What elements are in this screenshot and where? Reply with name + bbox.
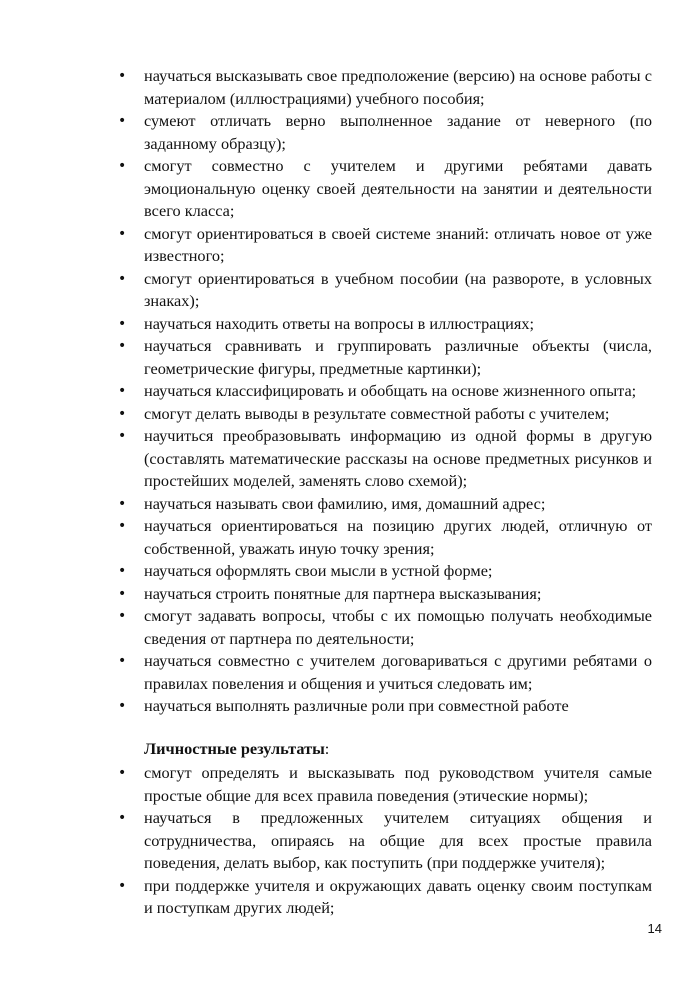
list-item-text: смогут совместно с учителем и другими ребятами давать эмоциональную оценку своей деятельности на занятии и деятельности всего класса; <box>144 156 652 220</box>
list-item <box>114 650 652 695</box>
bullet-icon: • <box>118 405 127 422</box>
bullet-icon: • <box>118 68 127 84</box>
list-item <box>114 425 652 493</box>
list-item <box>114 875 652 920</box>
list-item-text: научаться называть свои фамилию, имя, домашний адрес; <box>144 493 546 513</box>
list-item <box>114 65 652 110</box>
list-item <box>114 223 652 268</box>
list-item <box>114 807 652 875</box>
list-item-text: научаться оформлять свои мысли в устной форме; <box>144 561 493 580</box>
list-item-text: смогут ориентироваться в своей системе знаний: отличать новое от уже известного; <box>144 223 652 265</box>
list-item <box>114 493 652 516</box>
list-item-text: научаться в предложенных учителем ситуациях общения и сотрудничества, опираясь на общие для всех простые правила поведения, делать выбор, как поступить (при поддержке учителя); <box>144 808 652 872</box>
list-item <box>114 515 652 560</box>
list-item-text: научиться преобразовывать информацию из одной формы в другую (составлять математические рассказы на основе предметных рисунков и простейших моделей, заменять слово схемой); <box>144 426 652 490</box>
bullet-icon: • <box>118 383 127 399</box>
bullet-icon: • <box>118 225 127 242</box>
bullet-icon: • <box>118 563 127 579</box>
list-item <box>114 560 652 583</box>
list-item <box>114 110 652 155</box>
list-item-text: научаться совместно с учителем договариваться с другими ребятами о правилах повеления и общения и учиться следовать им; <box>144 651 652 693</box>
list-item-text: при поддержке учителя и окружающих давать оценку своим поступкам и поступкам других людей; <box>144 875 652 917</box>
bullet-icon: • <box>118 608 127 624</box>
outcomes-list <box>114 65 652 718</box>
bullet-icon: • <box>118 338 127 354</box>
bullet-icon: • <box>118 270 127 287</box>
list-item <box>114 380 652 403</box>
list-item-text: научаться выполнять различные роли при совместной работе <box>144 696 569 715</box>
bullet-icon: • <box>118 495 127 512</box>
list-item-text: научаться сравнивать и группировать различные объекты (числа, геометрические фигуры, предметные картинки); <box>144 336 652 378</box>
personal-results-list <box>114 762 652 920</box>
list-item-text: научаться строить понятные для партнера высказывания; <box>144 583 542 603</box>
bullet-icon: • <box>118 315 127 332</box>
bullet-icon: • <box>118 428 127 444</box>
list-item-text: научаться находить ответы на вопросы в иллюстрациях; <box>144 313 535 333</box>
list-item <box>114 403 652 426</box>
list-item <box>114 583 652 606</box>
bullet-icon: • <box>118 765 127 781</box>
list-item-text: научаться высказывать свое предположение (версию) на основе работы с материалом (иллюстрациями) учебного пособия; <box>144 66 652 108</box>
list-item <box>114 268 652 313</box>
list-item <box>114 313 652 336</box>
list-item <box>114 335 652 380</box>
bullet-icon: • <box>118 113 127 129</box>
list-item-text: смогут определять и высказывать под руководством учителя самые простые общие для всех правила поведения (этические нормы); <box>144 763 652 805</box>
page-number: 14 <box>647 921 662 936</box>
list-item <box>114 155 652 223</box>
list-item-text: научаться ориентироваться на позицию других людей, отличную от собственной, уважать иную точку зрения; <box>144 516 652 558</box>
bullet-icon: • <box>118 158 127 174</box>
list-item <box>114 605 652 650</box>
list-item <box>114 762 652 807</box>
bullet-icon: • <box>118 698 127 714</box>
section-heading <box>144 738 644 761</box>
section-heading-text: Личностные результаты <box>144 739 325 758</box>
bullet-icon: • <box>118 518 127 534</box>
list-item-text: научаться классифицировать и обобщать на основе жизненного опыта; <box>144 381 637 400</box>
heading-colon: : <box>324 739 330 758</box>
list-item-text: смогут ориентироваться в учебном пособии (на развороте, в условных знаках); <box>144 268 652 310</box>
bullet-icon: • <box>118 810 127 826</box>
list-item-text: сумеют отличать верно выполненное задание от неверного (по заданному образцу); <box>144 111 652 153</box>
list-item <box>114 695 652 718</box>
bullet-icon: • <box>118 585 127 602</box>
bullet-icon: • <box>118 877 127 894</box>
list-item-text: смогут задавать вопросы, чтобы с их помощью получать необходимые сведения от партнера по деятельности; <box>144 606 652 648</box>
list-item-text: смогут делать выводы в результате совместной работы с учителем; <box>144 403 610 423</box>
bullet-icon: • <box>118 653 127 669</box>
